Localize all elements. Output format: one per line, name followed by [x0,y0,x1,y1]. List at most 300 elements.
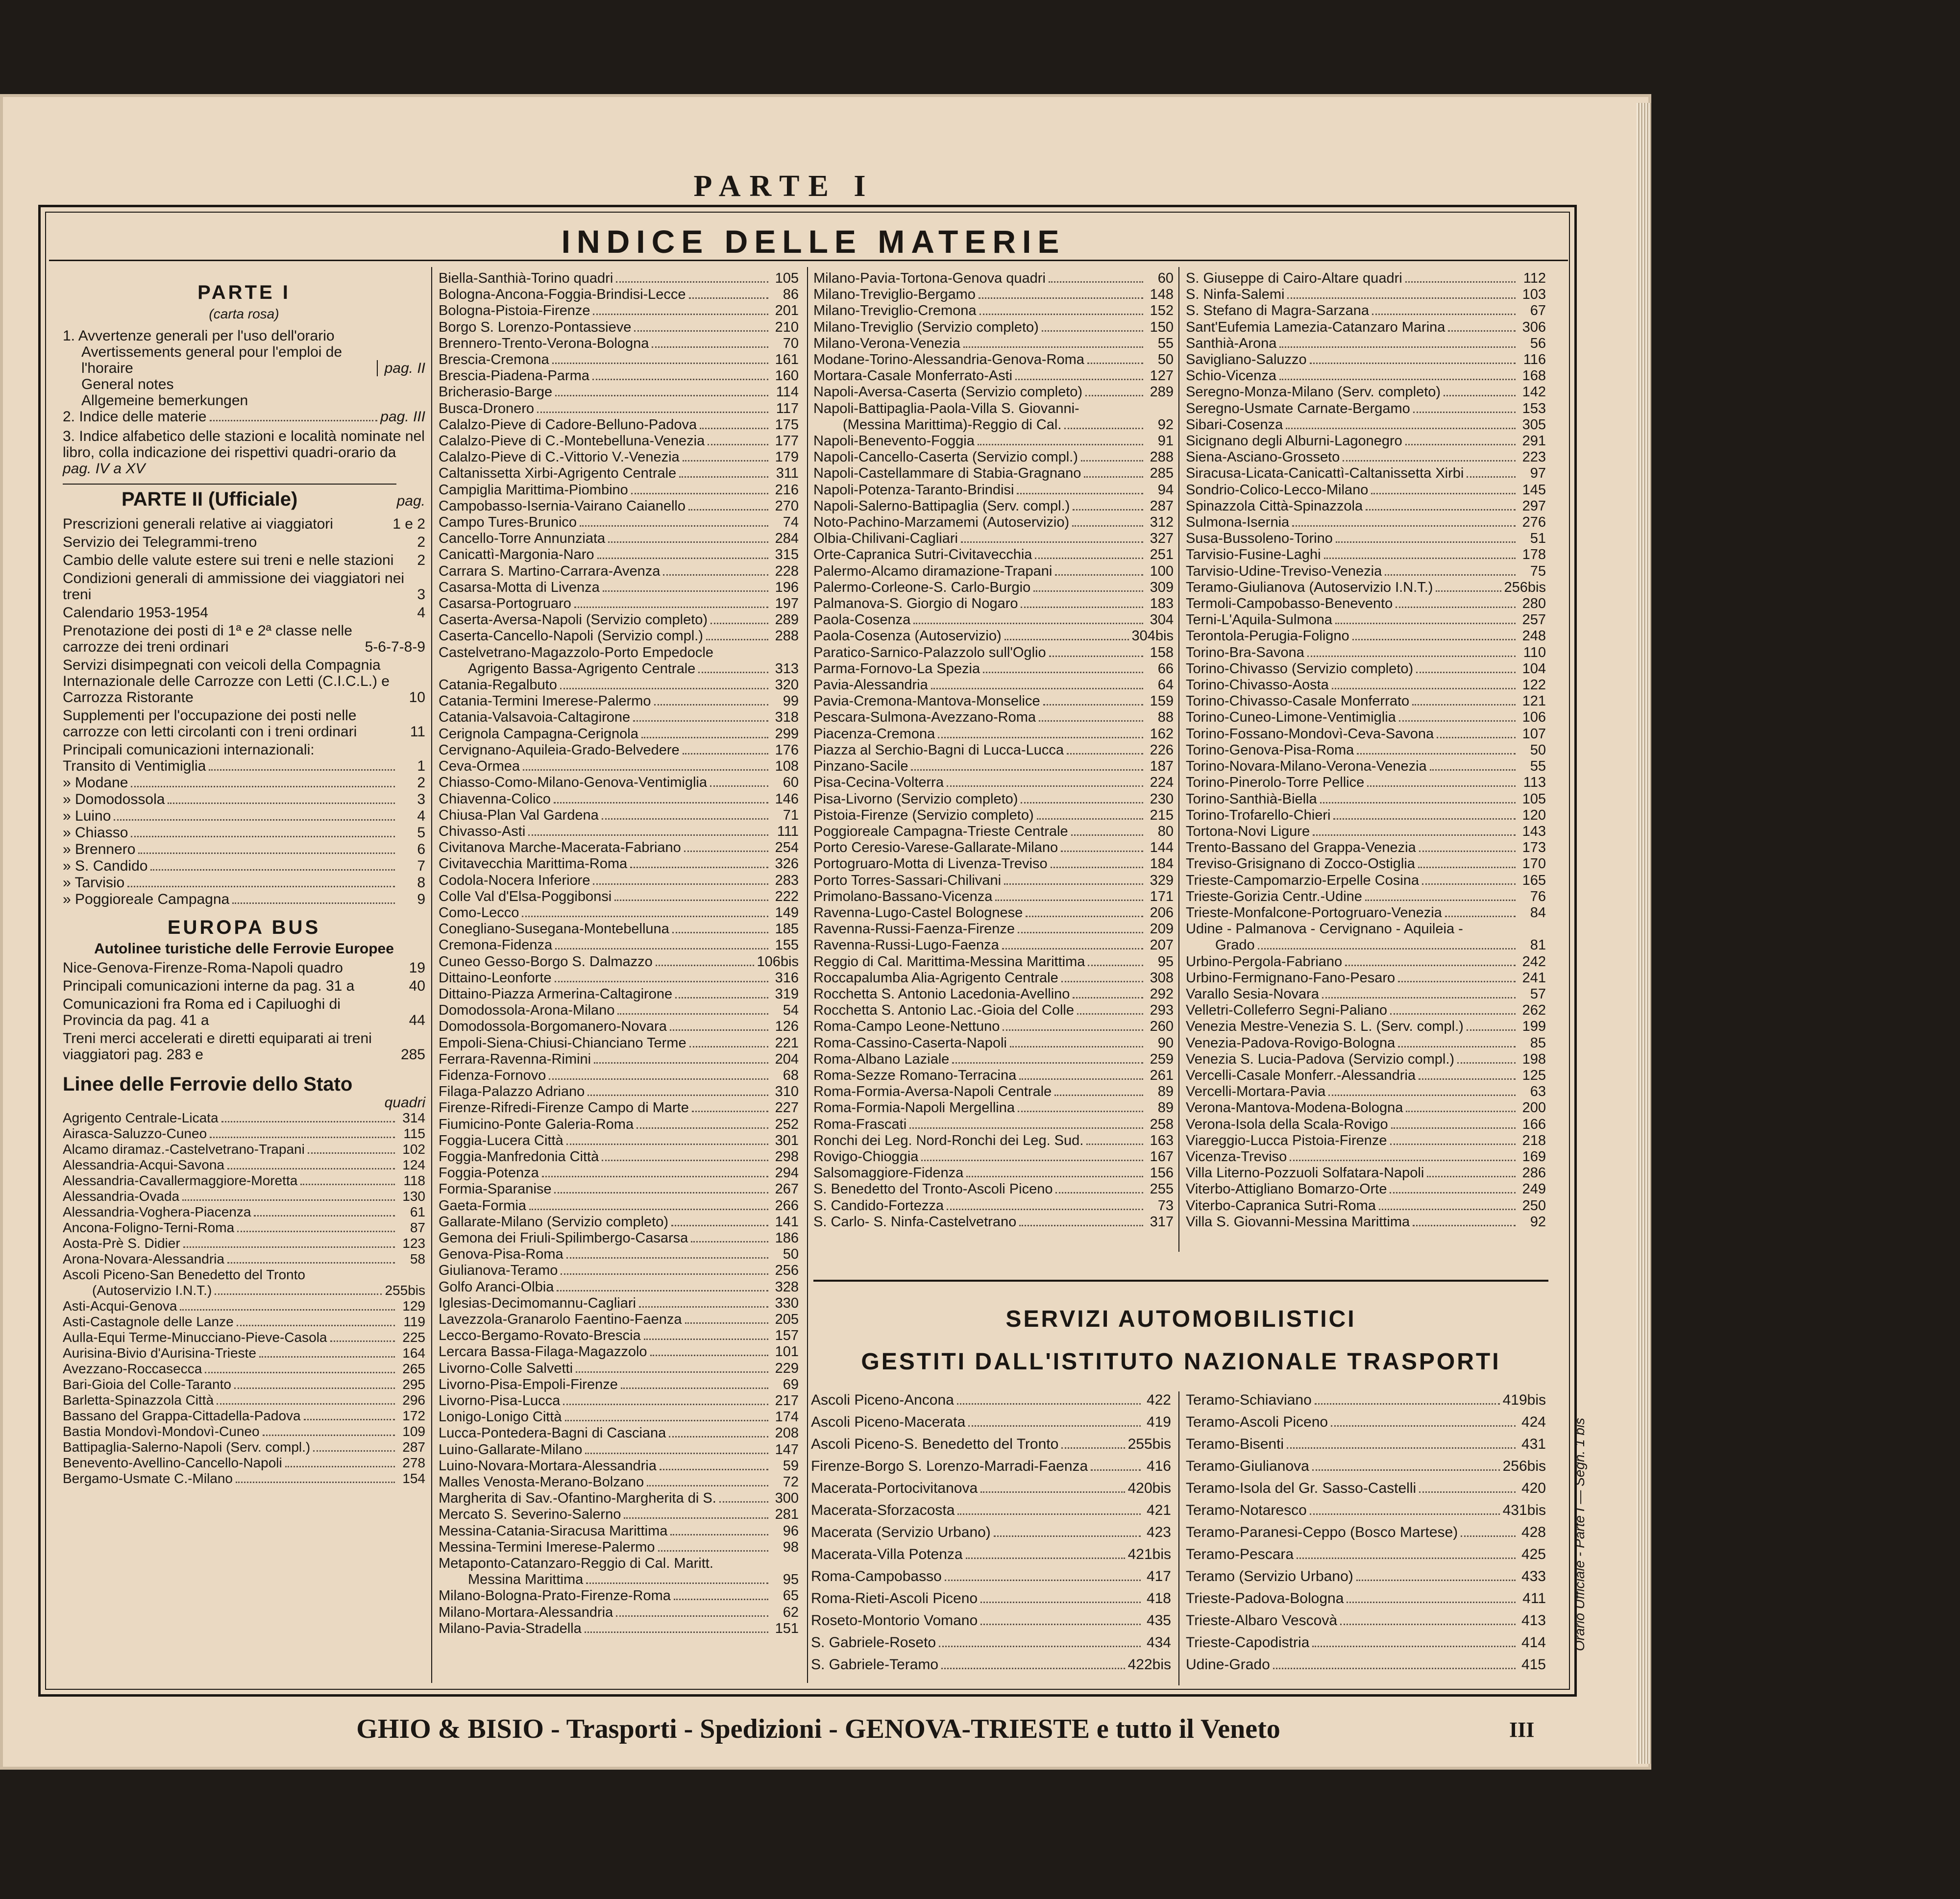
entry-page: 55 [1530,758,1546,775]
index-entry [439,824,799,840]
index-entry [813,954,1174,970]
side-note: Orario Ufficiale - Parte I — Segn. 1 bis [1572,1417,1587,1651]
index-entry [813,937,1174,953]
entry-page: 7 [417,858,425,874]
index-entry [1186,401,1546,417]
entry-name: Napoli-Battipaglia-Paola-Villa S. Giovanni- [813,400,1079,416]
index-entry [1186,1543,1546,1565]
entry-page: 59 [783,1458,799,1474]
entry-name: Roma-Campobasso [811,1568,942,1584]
entry-page: 149 [775,904,799,921]
index-entry [439,465,799,482]
entry-name: Colle Val d'Elsa-Poggibonsi [439,888,612,904]
entry-page: 312 [1150,514,1174,531]
index-entry [439,1539,799,1556]
entry-page: 152 [1150,303,1174,319]
entry-page: 287 [402,1439,425,1455]
index-entry [1186,1051,1546,1068]
index-entry [439,1279,799,1295]
left-column [63,282,425,1487]
entry-name: Agrigento Bassa-Agrigento Centrale [468,660,696,677]
page-edge [1637,103,1651,1764]
entry-page: 206 [1150,904,1174,921]
entry-name: » Modane [63,775,128,791]
index-entry [813,693,1174,709]
index-entry [1186,563,1546,580]
entry-name: Spinazzola Città-Spinazzola [1186,498,1363,514]
entry-name: Milano-Verona-Venezia [813,335,960,351]
index-entry [439,1344,799,1360]
index-entry [439,1442,799,1458]
index-entry [439,1198,799,1214]
entry-page: 258 [1150,1116,1174,1132]
entry-name: Chiusa-Plan Val Gardena [439,807,599,823]
entry-name: Roccapalumba Alia-Agrigento Centrale [813,970,1058,986]
entry-page: 198 [1522,1051,1546,1067]
entry-page: 106 [1522,709,1546,726]
entry-page: 68 [783,1067,799,1083]
entry-name: Seregno-Monza-Milano (Serv. completo) [1186,384,1441,400]
index-entry [439,563,799,580]
entry-page: 313 [775,660,799,677]
entry-page: 120 [1522,807,1546,823]
entry-page: 285 [1150,465,1174,482]
entry-name: Roma-Cassino-Caserta-Napoli [813,1035,1007,1051]
entry-page: 40 [409,978,425,994]
index-entry [813,514,1174,531]
entry-name: Torino-Pinerolo-Torre Pellice [1186,775,1365,791]
entry-name: » Poggioreale Campagna [63,891,230,907]
entry-name: Luino-Gallarate-Milano [439,1441,583,1458]
index-entry [63,1252,425,1267]
index-entry [439,807,799,824]
entry-name: Livorno-Pisa-Empoli-Firenze [439,1376,618,1392]
entry-name: Trieste-Padova-Bologna [1186,1590,1344,1607]
entry-name: Biella-Santhià-Torino quadri [439,270,613,286]
entry-page: 115 [403,1126,425,1141]
index-entry [439,1035,799,1051]
index-entry [439,1312,799,1328]
entry-name: Calalzo-Pieve di C.-Vittorio V.-Venezia [439,449,680,465]
entry-name: Foggia-Potenza [439,1165,539,1181]
entry-page: 10 [409,689,425,706]
entry-page: 305 [1522,416,1546,433]
entry-page: 127 [1150,368,1174,384]
index-entry [439,1605,799,1621]
index-entry [813,596,1174,612]
entry-name: Palmanova-S. Giorgio di Nogaro [813,596,1018,612]
parte1-item: General notes [81,376,174,392]
index-entry [439,661,799,677]
entry-name: S. Candido-Fortezza [813,1197,944,1214]
entry-name: Caltanissetta Xirbi-Agrigento Centrale [439,465,677,482]
parte2-heading: PARTE II (Ufficiale) pag. [122,488,425,510]
index-entry [439,1507,799,1523]
index-entry [63,1126,425,1142]
entry-page: 210 [775,319,799,335]
entry-name: Golfo Aranci-Olbia [439,1279,554,1295]
index-entry [1186,1477,1546,1499]
entry-page: 184 [1150,856,1174,872]
entry-name: Teramo-Bisenti [1186,1436,1284,1452]
entry-name: Teramo-Notaresco [1186,1502,1307,1518]
entry-page: 106bis [757,953,799,970]
entry-name: Giulianova-Teramo [439,1263,558,1279]
entry-page: 229 [775,1360,799,1376]
entry-name: Roma-Albano Laziale [813,1051,950,1067]
entry-page: 89 [1157,1100,1174,1116]
entry-name: Schio-Vicenza [1186,368,1276,384]
entry-page: 242 [1522,953,1546,970]
entry-name: Seregno-Usmate Carnate-Bergamo [1186,400,1410,416]
entry-page: 75 [1530,563,1546,579]
index-entry [1186,287,1546,303]
entry-page: 69 [783,1376,799,1392]
entry-page: 88 [1157,709,1174,726]
index-entry [1186,1035,1546,1051]
entry-name: Sulmona-Isernia [1186,514,1290,531]
entry-name: Piacenza-Cremona [813,726,935,742]
entry-page: 90 [1157,1035,1174,1051]
entry-name: Livorno-Pisa-Lucca [439,1393,561,1409]
index-entry [1186,1455,1546,1477]
entry-page: 250 [1522,1197,1546,1214]
index-entry [439,791,799,807]
index-entry [63,516,425,532]
index-entry [811,1477,1171,1499]
index-entry [63,1315,425,1330]
entry-name: Bricherasio-Barge [439,384,553,400]
entry-page: 86 [783,287,799,303]
entry-page: 96 [783,1523,799,1539]
entry-page: 105 [775,270,799,286]
entry-page: 230 [1150,791,1174,807]
entry-name: Macerata-Villa Potenza [811,1546,963,1562]
entry-page: 144 [1150,840,1174,856]
entry-page: 5-6-7-8-9 [365,639,425,655]
index-entry [439,905,799,921]
entry-page: 329 [1150,872,1174,888]
index-entry [439,775,799,791]
entry-name: Urbino-Pergola-Fabriano [1186,953,1343,970]
entry-page: 74 [783,514,799,531]
index-entry [813,1019,1174,1035]
entry-name: Transito di Ventimiglia [63,758,206,774]
entry-name: Messina Marittima [468,1572,584,1588]
entry-name: Barletta-Spinazzola Città [63,1392,214,1408]
entry-page: 281 [775,1507,799,1523]
entry-name: Battipaglia-Salerno-Napoli (Serv. compl.) [63,1439,311,1455]
entry-name: Roma-Formia-Aversa-Napoli Centrale [813,1084,1052,1100]
entry-page: 227 [775,1100,799,1116]
index-entry [439,1181,799,1197]
entry-name: Chivasso-Asti [439,823,526,839]
entry-name: Macerata-Sforzacosta [811,1502,955,1518]
entry-name: Campobasso-Isernia-Vairano Caianello [439,498,686,514]
entry-page: 51 [1530,531,1546,547]
entry-page: 283 [775,872,799,888]
entry-page: 254 [775,840,799,856]
entry-name: Calalzo-Pieve di Cadore-Belluno-Padova [439,416,697,433]
entry-page: 170 [1522,856,1546,872]
index-entry [813,1133,1174,1149]
entry-name: Paola-Cosenza [813,612,911,628]
index-entry [1186,368,1546,384]
index-entry [1186,482,1546,498]
entry-page: 267 [775,1181,799,1197]
entry-name: Palermo-Alcamo diramazione-Trapani [813,563,1053,579]
entry-name: Milano-Pavia-Stradella [439,1620,582,1636]
entry-page: 265 [402,1361,425,1376]
entry-page: 228 [775,563,799,579]
entry-name: Alessandria-Voghera-Piacenza [63,1204,251,1219]
index-entry [63,1220,425,1236]
entry-name: » Chiasso [63,825,128,841]
index-entry [63,978,425,994]
index-entry [439,1084,799,1100]
entry-page: 223 [1522,449,1546,465]
entry-name: Alessandria-Cavallermaggiore-Moretta [63,1173,298,1188]
entry-page: 209 [1150,921,1174,937]
entry-name: Napoli-Cancello-Caserta (Servizio compl.) [813,449,1078,465]
entry-name: Varallo Sesia-Novara [1186,986,1319,1002]
entry-page: 422bis [1127,1656,1171,1673]
entry-name: Tortona-Novi Ligure [1186,823,1310,839]
index-entry [813,1084,1174,1100]
entry-name: Metaponto-Catanzaro-Reggio di Cal. Maritt. [439,1556,713,1572]
parte1-item: Avertissements general pour l'emploi de l'horaire [81,344,343,376]
entry-name: Gaeta-Formia [439,1197,526,1214]
index-entry [439,336,799,352]
auto-right-list [1186,1389,1546,1676]
entry-page: 293 [1150,1002,1174,1019]
index-entry [439,580,799,596]
entry-name: Civitanova Marche-Macerata-Fabriano [439,840,681,856]
entry-name: S. Giuseppe di Cairo-Altare quadri [1186,270,1402,286]
index-entry [1186,514,1546,531]
index-entry [1186,1002,1546,1019]
index-entry [813,336,1174,352]
index-entry [439,628,799,644]
entry-page: 249 [1522,1181,1546,1197]
entry-name: Viterbo-Attigliano Bomarzo-Orte [1186,1181,1387,1197]
entry-name: Castelvetrano-Magazzolo-Porto Empedocle [439,644,713,660]
entry-name: Bergamo-Usmate C.-Milano [63,1471,233,1486]
index-entry [439,645,799,661]
index-entry [63,1267,425,1283]
linee-list [63,1111,425,1487]
entry-name: Chiasso-Como-Milano-Genova-Ventimiglia [439,775,707,791]
parte1-item: Allgemeine bemerkungen [81,392,248,409]
index-entry [63,1409,425,1424]
index-entry [813,677,1174,693]
entry-name: Torino-Trofarello-Chieri [1186,807,1331,823]
entry-page: 425 [1521,1546,1546,1562]
index-entry [813,563,1174,580]
entry-page: 107 [1522,726,1546,742]
entry-page: 208 [775,1425,799,1441]
index-entry [63,552,425,568]
index-entry [439,1393,799,1409]
entry-page: 3 [417,586,425,603]
entry-page: 111 [777,823,799,839]
index-entry [63,623,425,655]
index-entry [439,1328,799,1344]
index-entry [1186,677,1546,693]
entry-name: Pescara-Sulmona-Avezzano-Roma [813,709,1036,726]
entry-page: 89 [1157,1084,1174,1100]
index-entry [1186,889,1546,905]
entry-name: Velletri-Colleferro Segni-Paliano [1186,1002,1388,1019]
entry-name: Condizioni generali di ammissione dei viaggiatori nei treni [63,570,405,603]
entry-name: Paratico-Sarnico-Palazzolo sull'Oglio [813,644,1046,660]
entry-page: 296 [402,1392,425,1408]
entry-page: 168 [1522,368,1546,384]
index-entry [1186,1609,1546,1631]
entry-page: 98 [783,1539,799,1555]
entry-page: 55 [1157,335,1174,351]
index-entry [439,384,799,400]
entry-page: 158 [1150,644,1174,660]
entry-page: 204 [775,1051,799,1067]
entry-page: 110 [1523,644,1546,660]
index-entry [63,707,425,740]
entry-name: Dittaino-Leonforte [439,970,552,986]
index-entry [1186,986,1546,1002]
parte1-items [63,328,425,409]
entry-page: 8 [417,875,425,891]
entry-name: Aulla-Equi Terme-Minucciano-Pieve-Casola [63,1330,327,1345]
index-entry [63,1456,425,1471]
entry-page: 262 [1522,1002,1546,1019]
entry-page: 310 [775,1084,799,1100]
entry-page: 289 [1150,384,1174,400]
entry-page: 222 [775,888,799,904]
entry-page: 156 [1150,1165,1174,1181]
entry-name: Aurisina-Bivio d'Aurisina-Trieste [63,1345,256,1361]
entry-page: 183 [1150,596,1174,612]
entry-page: 278 [402,1455,425,1470]
entry-page: 304bis [1131,628,1174,644]
index-entry [63,791,425,808]
entry-page: 50 [1157,352,1174,368]
entry-page: 270 [775,498,799,514]
index-entry [813,1181,1174,1197]
entry-name: Campo Tures-Brunico [439,514,577,531]
entry-page: 65 [783,1588,799,1604]
entry-page: 218 [1522,1132,1546,1148]
entry-page: 257 [1522,612,1546,628]
entry-page: 104 [1522,660,1546,677]
index-column-4 [1186,270,1546,1230]
column-divider [1178,267,1179,1252]
entry-page: 123 [402,1236,425,1251]
entry-page: 117 [776,400,799,416]
entry-page: 201 [775,303,799,319]
entry-name: Busca-Dronero [439,400,535,416]
index-entry [1186,1389,1546,1411]
index-entry [439,547,799,563]
index-entry [63,534,425,550]
entry-page: 221 [775,1035,799,1051]
entry-page: 101 [775,1344,799,1360]
index-entry [63,570,425,603]
index-entry [1186,612,1546,628]
entry-name: Pisa-Cecina-Volterra [813,775,944,791]
entry-page: 95 [1157,953,1174,970]
index-entry: 3. Indice alfabetico delle stazioni e località nominate nel libro, colla indicazione dei rispettivi quadri-orario da pag. IV a XV [63,428,425,477]
entry-page: 252 [775,1116,799,1132]
index-entry [1186,661,1546,677]
entry-name: Airasca-Saluzzo-Cuneo [63,1126,207,1141]
index-entry [813,1214,1174,1230]
entry-page: 155 [775,937,799,953]
entry-page: 63 [1530,1084,1546,1100]
index-entry [1186,580,1546,596]
entry-page: 319 [775,986,799,1002]
entry-name: Lucca-Pontedera-Bagni di Casciana [439,1425,666,1441]
index-entry [1186,465,1546,482]
index-entry [63,1173,425,1189]
entry-name: Torino-Santhià-Biella [1186,791,1317,807]
parte1-title: PARTE I [197,282,291,303]
index-entry [813,1198,1174,1214]
entry-name: Vicenza-Treviso [1186,1148,1287,1165]
index-entry [439,677,799,693]
index-entry [811,1631,1171,1654]
entry-name: Treni merci accelerati e diretti equiparati ai treni viaggiatori pag. 283 e [63,1030,372,1063]
index-entry [439,303,799,319]
index-entry [63,758,425,775]
entry-name: Venezia-Padova-Rovigo-Bologna [1186,1035,1396,1051]
index-entry [439,498,799,514]
index-entry [813,368,1174,384]
entry-page: 4 [417,605,425,621]
entry-name: Dittaino-Piazza Armerina-Caltagirone [439,986,673,1002]
entry-page: 172 [402,1408,425,1423]
index-entry [1186,921,1546,937]
entry-page: 423 [1146,1524,1171,1540]
index-entry [813,775,1174,791]
entry-page: 200 [1522,1100,1546,1116]
entry-name: Chiavenna-Colico [439,791,551,807]
entry-name: Pistoia-Firenze (Servizio completo) [813,807,1034,823]
entry-page: 161 [775,352,799,368]
entry-name: Vercelli-Mortara-Pavia [1186,1084,1326,1100]
entry-name: Sondrio-Colico-Lecco-Milano [1186,482,1369,498]
index-entry [63,858,425,875]
index-entry [1186,1565,1546,1587]
entry-name: Torino-Cuneo-Limone-Ventimiglia [1186,709,1396,726]
index-entry [439,1621,799,1637]
entry-name: Ascoli Piceno-San Benedetto del Tronto [63,1267,305,1282]
entry-page: 67 [1530,303,1546,319]
index-entry [63,1030,425,1063]
index-entry [813,384,1174,400]
entry-name: Pavia-Alessandria [813,677,928,693]
entry-page: 260 [1150,1019,1174,1035]
index-entry [1186,433,1546,449]
index-entry [813,1100,1174,1116]
entry-page: 113 [1523,775,1546,791]
index-entry [1186,791,1546,807]
linee-quadri-label: quadri [384,1095,425,1111]
entry-page: 205 [775,1312,799,1327]
index-entry [439,1165,799,1181]
entry-name: Livorno-Colle Salvetti [439,1360,573,1376]
entry-name: Rovigo-Chioggia [813,1148,919,1165]
entry-name: Benevento-Avellino-Cancello-Napoli [63,1455,282,1470]
